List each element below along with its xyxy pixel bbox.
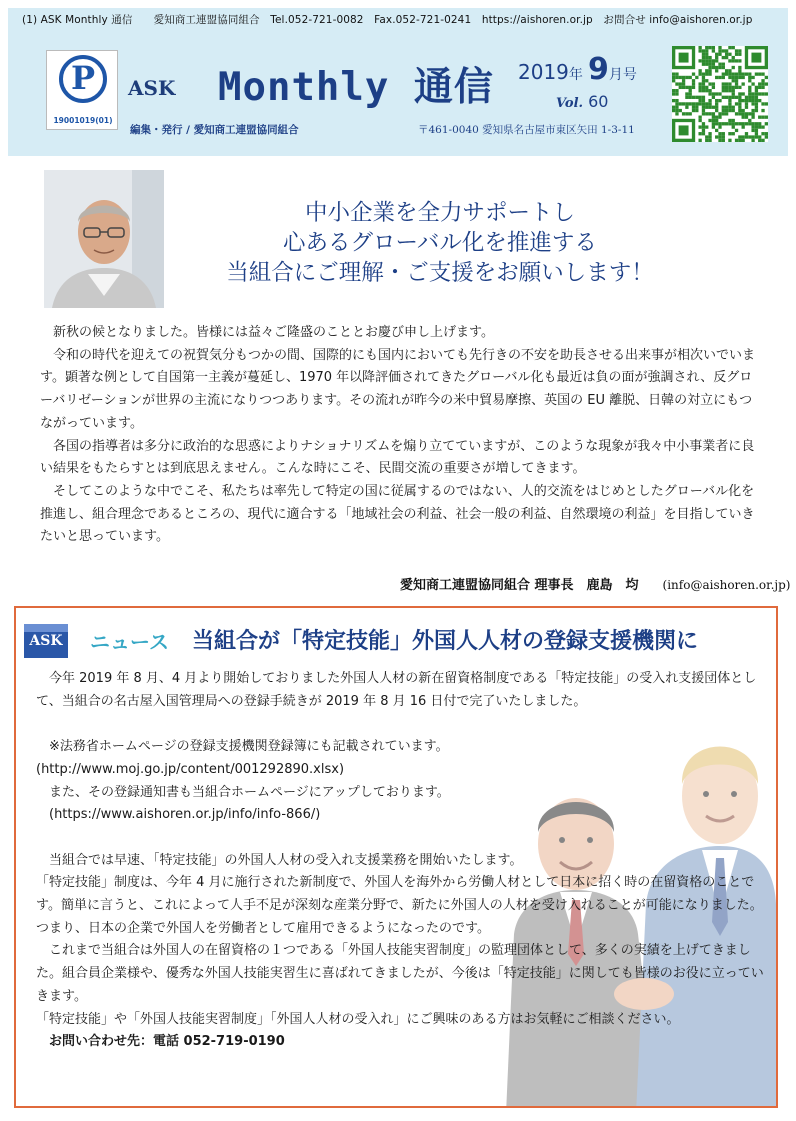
greeting-paragraph: 令和の時代を迎えての祝賀気分もつかの間、国際的にも国内においても先行きの不安を助長させる出来事が相次いでいます。顕著な例として自国第一主義が蔓延し、1970 年以降評価されてきたグローバル化も最近は負の面が強調され、反グローバリゼーションが世界の主流になりつつあります。その流れが昨今の米中貿易摩擦、英国の EU 離脱、日韓の対立にもつながっています。 [40,347,756,431]
news-note-line: ※法務省ホームページの登録支援機関登録簿にも記載されています。 [49,739,449,755]
ask-logo-icon: ASK [24,624,68,658]
news-title-row [24,618,764,658]
greeting-paragraph: 各国の指導者は多分に政治的な思惑によりナショナリズムを煽り立てていますが、このような現象が我々中小事業者に良い結果をもたらすとは到底思えません。こんな時にこそ、民間交流の重要さが増してきます。 [40,438,755,477]
issue-volume: Vol. 60 [556,92,609,111]
news-contact: お問い合わせ先：電話 052-719-0190 [49,1034,285,1050]
signature [400,574,790,593]
greeting-body [40,322,764,549]
greeting-paragraph: そしてこのような中でこそ、私たちは率先して特定の国に従属するのではない、人的交流をはじめとしたグローバル化を推進し、組合理念であるところの、現代に適合する「地域社会の利益、社会一般の利益、自然環境の利益」を目指していきたいと思っています。 [40,483,755,545]
news-paragraph: 当組合では早速、「特定技能」の外国人人材の受入れ支援業務を開始いたします。 [49,852,523,868]
issue-date: 2019年 9月号 [518,52,637,87]
chairman-photo [44,170,164,308]
news-note-line: また、その登録通知書も当組合ホームページにアップしております。 [49,784,450,800]
newsletter-title: Monthly 通信 [218,65,494,110]
headline-line: 当組合にご理解・ご支援をお願いします！ [226,260,654,286]
issue-year: 2019 [518,60,569,84]
news-box [14,606,778,1108]
editor-line: 編集・発行 / 愛知商工連盟協同組合 [130,124,299,136]
news-headline: 当組合が「特定技能」外国人人材の登録支援機関に [192,629,699,654]
signature-name: 愛知商工連盟協同組合 理事長 鹿島 均 [400,578,639,593]
ask-label: ASK [128,76,176,100]
issue-month: 9 [588,52,609,87]
news-intro: 今年 2019 年 8 月、4 月より開始しておりました外国人人材の新在留資格制度である「特定技能」の受入れ支援団体として、当組合の名古屋入国管理局への登録手続きが 2019 年 8 月 16 日付で完了いたしました。 [36,671,757,709]
address-line: 〒461-0040 愛知県名古屋市東区矢田 1-3-11 [418,124,635,136]
contact-line: (1) ASK Monthly 通信 愛知商工連盟協同組合 Tel.052-721-0082 Fax.052-721-0241 https://aishoren.or.jp お問合せ info@aishoren.or.jp [22,14,753,26]
news-paragraph: これまで当組合は外国人の在留資格の１つである「外国人技能実習制度」の監理団体として、多くの実績を上げてきました。組合員企業様や、優秀な外国人技能実習生に喜ばれてきましたが、今後は「特定技能」に関しても皆様のお役に立っていきます。 [36,943,764,1004]
news-paragraph: 「特定技能」や「外国人技能実習制度」「外国人人材の受入れ」にご興味のある方はお気軽にご相談ください。 [36,1011,680,1027]
news-paragraph: 「特定技能」制度は、今年 4 月に施行された新制度で、外国人を海外から労働人材として日本に招く時の在留資格のことです。簡単に言うと、これによって人手不足が深刻な産業分野で、新たに外国人の人材を受け入れることが可能になりました。つまり、日本の企業で外国人を労働者として雇用できるようになったのです。 [36,875,763,936]
news-body [36,668,766,1054]
newsletter-header [8,8,788,156]
headline-line: 中小企業を全力サポートし [304,200,575,226]
headline-line: 心あるグローバル化を推進する [283,230,597,256]
greeting-paragraph: 新秋の候となりました。皆様には益々ご隆盛のこととお慶び申し上げます。 [53,325,494,340]
greeting-headline [180,198,700,288]
privacy-mark-icon: P 19001019(01) [46,50,118,130]
news-note-link[interactable]: (https://www.aishoren.or.jp/info/info-866/) [49,807,321,823]
qr-code-icon[interactable] [672,46,768,142]
signature-email[interactable]: (info@aishoren.or.jp) [662,578,791,592]
news-note-link[interactable]: (http://www.moj.go.jp/content/001292890.xlsx) [36,761,345,777]
privacy-mark-number: 19001019(01) [53,116,113,125]
news-label: ニュース [90,630,169,654]
